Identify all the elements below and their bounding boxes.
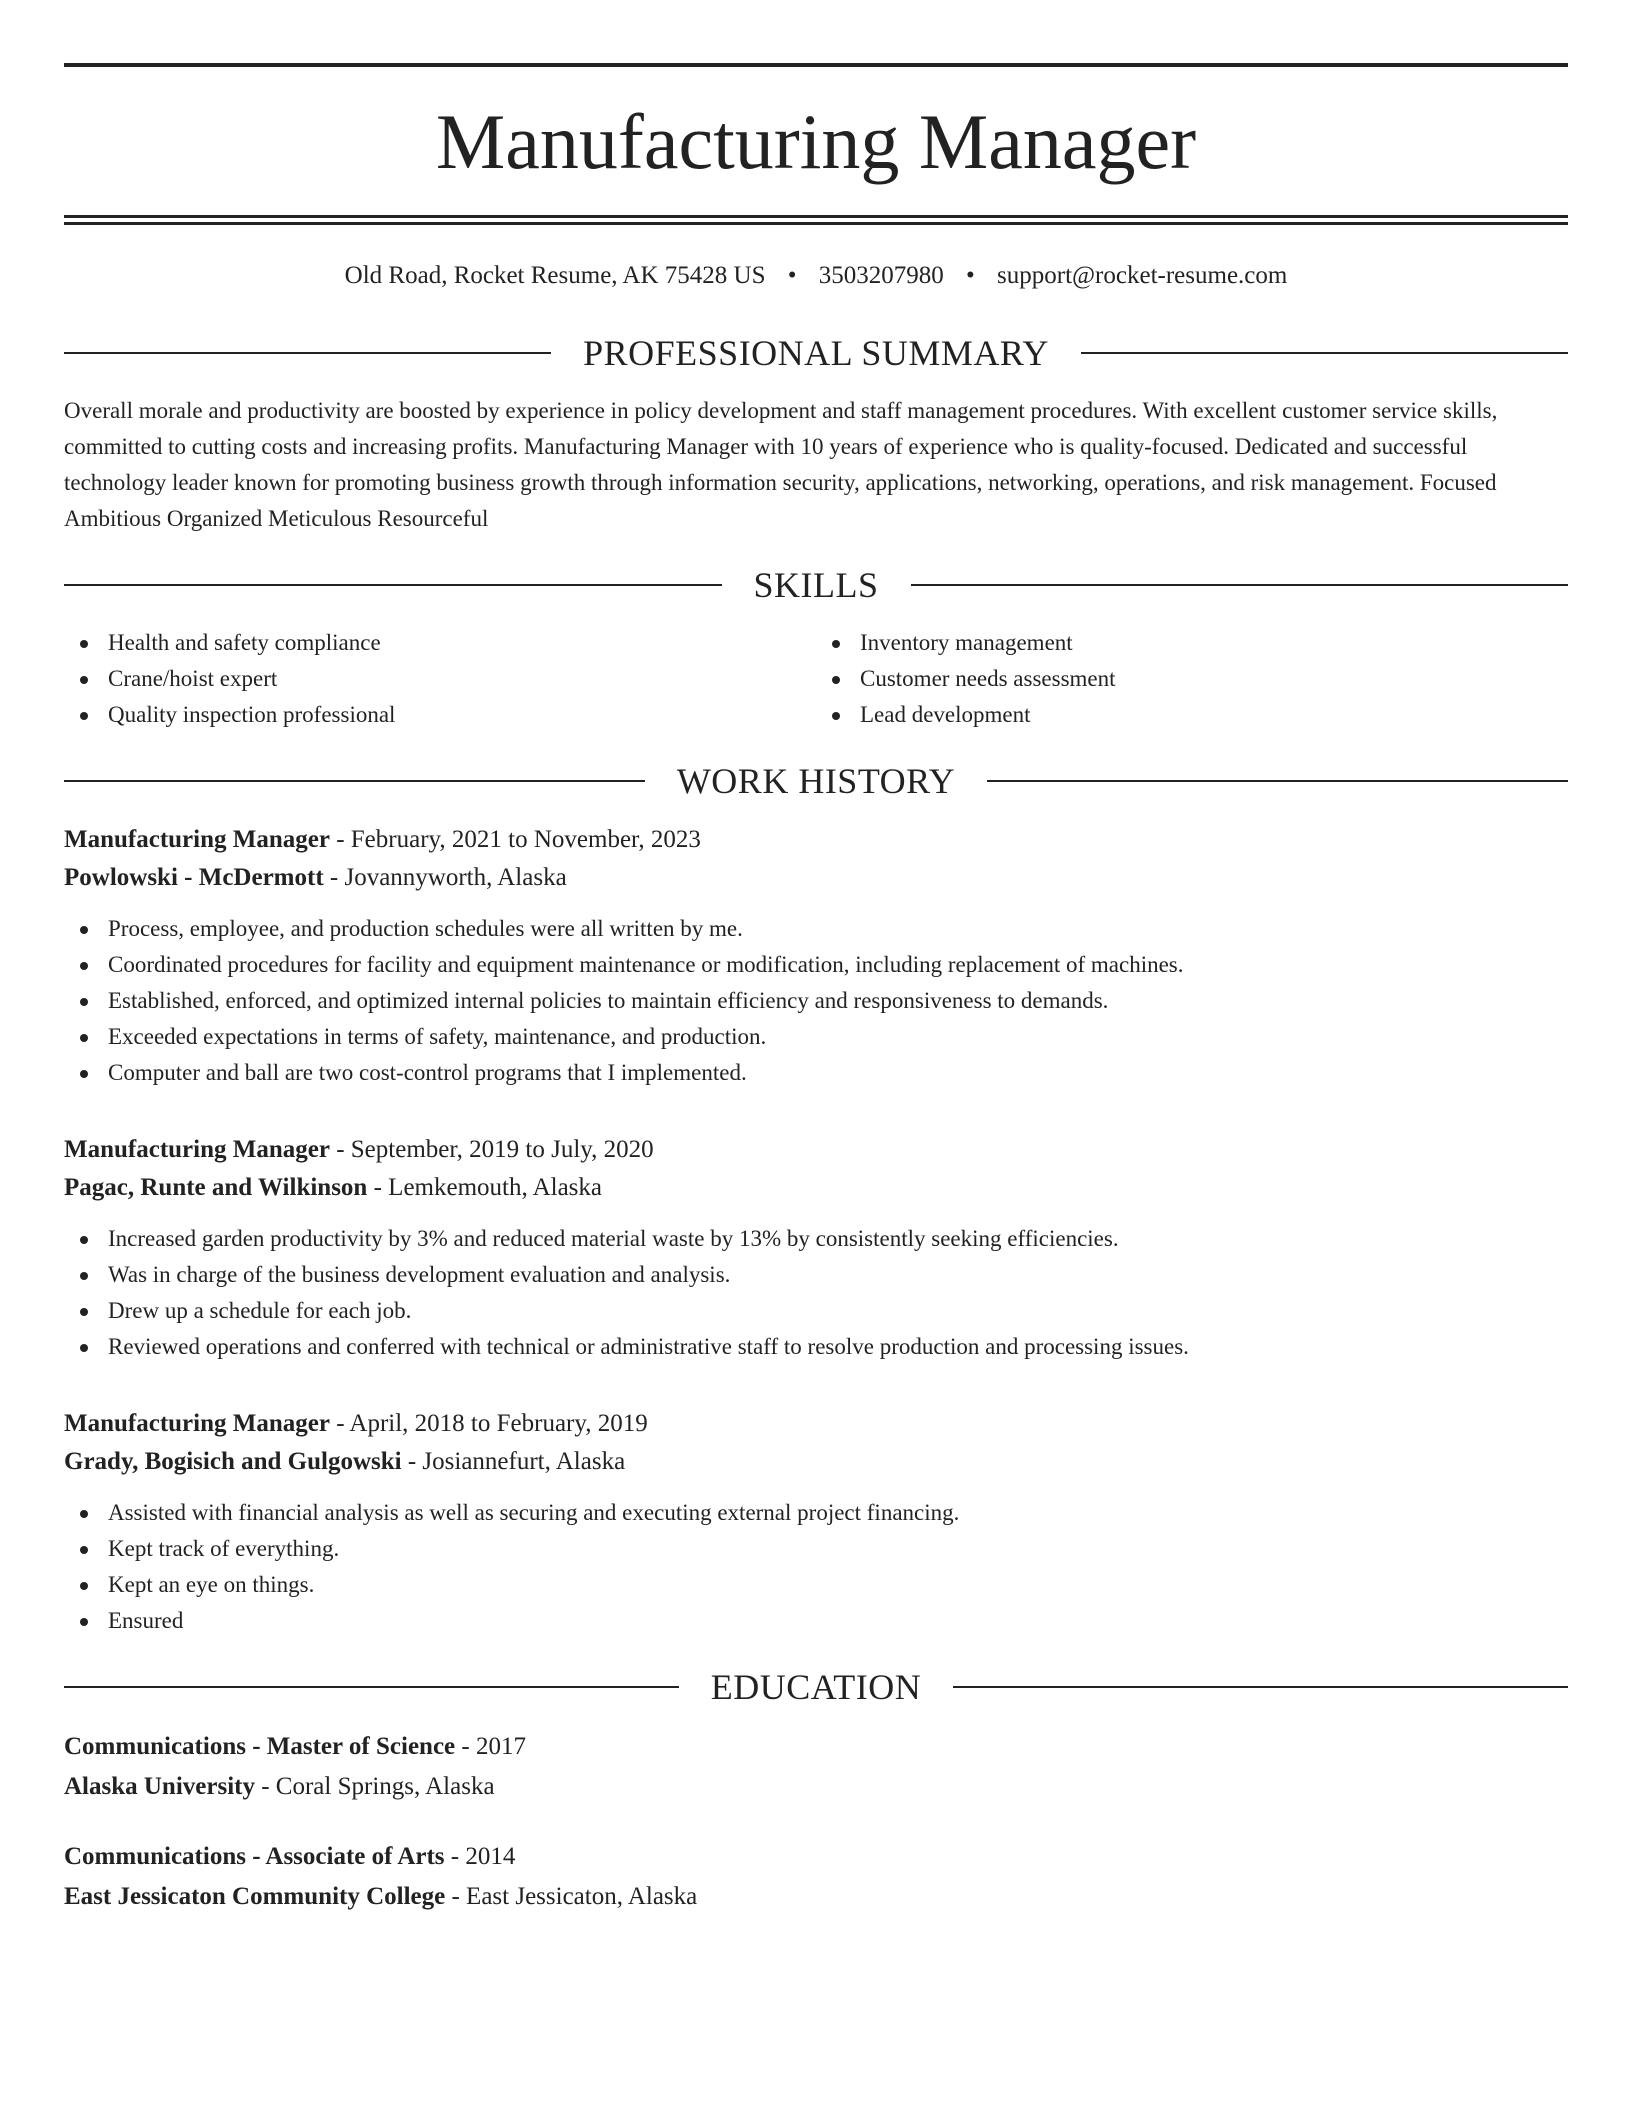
skill-item: Lead development <box>816 697 1568 733</box>
skill-item: Health and safety compliance <box>64 625 816 661</box>
job-entry <box>64 1405 1568 1639</box>
contact-phone: 3503207980 <box>818 262 944 289</box>
section-rule-left <box>64 780 645 782</box>
job-bullets <box>64 1221 1568 1365</box>
skill-item: Crane/hoist expert <box>64 661 816 697</box>
job-bullet: Was in charge of the business development evaluation and analysis. <box>64 1257 1568 1293</box>
contact-separator: • <box>966 262 975 289</box>
job-title: Manufacturing Manager <box>64 1136 330 1163</box>
job-entry <box>64 821 1568 1091</box>
job-bullet: Computer and ball are two cost-control programs that I implemented. <box>64 1055 1568 1091</box>
job-title-line <box>64 821 1568 859</box>
skill-item: Customer needs assessment <box>816 661 1568 697</box>
education-school: East Jessicaton Community College <box>64 1883 446 1910</box>
job-location: - Josiannefurt, Alaska <box>401 1448 626 1475</box>
job-dates: - April, 2018 to February, 2019 <box>329 1410 648 1437</box>
job-company-line <box>64 1169 1568 1207</box>
job-title-line <box>64 1131 1568 1169</box>
contact-line <box>64 261 1568 291</box>
job-bullet: Drew up a schedule for each job. <box>64 1293 1568 1329</box>
section-rule-right <box>911 584 1569 586</box>
job-company-line <box>64 1443 1568 1481</box>
section-header-work <box>64 763 1568 799</box>
job-location: - Jovannyworth, Alaska <box>323 864 567 891</box>
job-bullet: Kept track of everything. <box>64 1531 1568 1567</box>
section-rule-right <box>1081 352 1568 354</box>
section-header-education <box>64 1669 1568 1705</box>
job-bullet: Exceeded expectations in terms of safety, maintenance, and production. <box>64 1019 1568 1055</box>
job-dates: - September, 2019 to July, 2020 <box>329 1136 654 1163</box>
skills-grid <box>64 625 1568 733</box>
education-year: - 2014 <box>444 1843 516 1870</box>
education-year: - 2017 <box>455 1733 526 1760</box>
section-header-skills <box>64 567 1568 603</box>
job-bullet: Reviewed operations and conferred with technical or administrative staff to resolve production and processing issues. <box>64 1329 1568 1365</box>
job-bullets <box>64 1495 1568 1639</box>
education-school-line <box>64 1877 1568 1917</box>
education-school: Alaska University <box>64 1773 255 1800</box>
job-dates: - February, 2021 to November, 2023 <box>329 826 701 853</box>
section-rule-right <box>953 1686 1568 1688</box>
job-company: Pagac, Runte and Wilkinson <box>64 1174 368 1201</box>
section-title-education: EDUCATION <box>710 1667 922 1707</box>
section-title-work: WORK HISTORY <box>676 761 956 801</box>
contact-address: Old Road, Rocket Resume, AK 75428 US <box>344 262 766 289</box>
job-bullet: Process, employee, and production schedules were all written by me. <box>64 911 1568 947</box>
section-rule-left <box>64 352 551 354</box>
section-rule-right <box>987 780 1568 782</box>
education-location: - East Jessicaton, Alaska <box>445 1883 698 1910</box>
education-degree: Communications - Master of Science <box>64 1733 456 1760</box>
skill-item: Inventory management <box>816 625 1568 661</box>
job-bullet: Assisted with financial analysis as well as securing and executing external project financing. <box>64 1495 1568 1531</box>
contact-email: support@rocket-resume.com <box>997 262 1288 289</box>
job-bullets <box>64 911 1568 1091</box>
job-title: Manufacturing Manager <box>64 1410 330 1437</box>
job-company: Powlowski - McDermott <box>64 864 324 891</box>
skills-column-right <box>816 625 1568 733</box>
job-bullet: Ensured <box>64 1603 1568 1639</box>
section-rule-left <box>64 584 722 586</box>
job-company-line <box>64 859 1568 897</box>
education-degree-line <box>64 1837 1568 1877</box>
job-bullet: Increased garden productivity by 3% and reduced material waste by 13% by consistently seeking efficiencies. <box>64 1221 1568 1257</box>
job-company: Grady, Bogisich and Gulgowski <box>64 1448 402 1475</box>
education-entry <box>64 1727 1568 1807</box>
job-title-line <box>64 1405 1568 1443</box>
education-location: - Coral Springs, Alaska <box>254 1773 495 1800</box>
education-entry <box>64 1837 1568 1917</box>
education-school-line <box>64 1767 1568 1807</box>
education-degree-line <box>64 1727 1568 1767</box>
section-header-summary <box>64 335 1568 371</box>
job-bullet: Kept an eye on things. <box>64 1567 1568 1603</box>
skill-item: Quality inspection professional <box>64 697 816 733</box>
job-bullet: Established, enforced, and optimized internal policies to maintain efficiency and responsiveness to demands. <box>64 983 1568 1019</box>
job-location: - Lemkemouth, Alaska <box>367 1174 603 1201</box>
contact-separator: • <box>787 262 797 289</box>
skills-column-left <box>64 625 816 733</box>
section-title-summary: PROFESSIONAL SUMMARY <box>583 333 1049 373</box>
job-entry <box>64 1131 1568 1365</box>
education-degree: Communications - Associate of Arts <box>64 1843 445 1870</box>
resume-name: Manufacturing Manager <box>435 98 1197 185</box>
header-double-rule <box>64 215 1568 225</box>
job-title: Manufacturing Manager <box>64 826 330 853</box>
job-bullet: Coordinated procedures for facility and equipment maintenance or modification, including replacement of machines. <box>64 947 1568 983</box>
section-title-skills: SKILLS <box>753 565 879 605</box>
summary-text: Overall morale and productivity are boosted by experience in policy development and staff management procedures. With excellent customer service skills, committed to cutting costs and increasing profits. Manufacturing Manager with 10 years of experience who is quality-focused. Dedicated and successful technology leader known for promoting business growth through information security, applications, networking, operations, and risk management. Focused Ambitious Organized Meticulous Resourceful <box>64 398 1498 531</box>
section-rule-left <box>64 1686 679 1688</box>
